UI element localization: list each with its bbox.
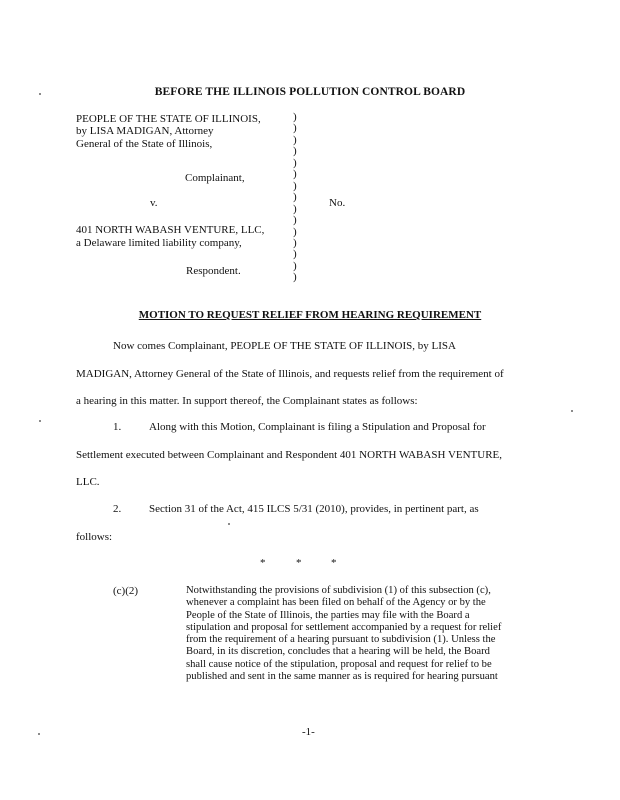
motion-title [0, 309, 620, 321]
versus-label: v. [150, 197, 158, 209]
paren: ) [293, 122, 297, 135]
asterisk: * [260, 557, 266, 569]
paren: ) [293, 271, 297, 284]
respondent-line-2: a Delaware limited liability company, [76, 237, 242, 249]
complainant-line-1: PEOPLE OF THE STATE OF ILLINOIS, [76, 113, 261, 125]
statute-quote [186, 585, 521, 683]
quote-line: published and sent in the same manner as is required for hearing pursuant [186, 671, 498, 683]
paren: ) [293, 145, 297, 158]
scan-speck [228, 523, 230, 525]
para2-line-1: Section 31 of the Act, 415 ILCS 5/31 (2010), provides, in pertinent part, as [149, 503, 479, 515]
para1-line-1: Along with this Motion, Complainant is filing a Stipulation and Proposal for [149, 421, 486, 433]
case-number-label: No. [329, 197, 346, 209]
paren: ) [293, 156, 297, 169]
paren: ) [293, 168, 297, 181]
para1-number: 1. [113, 421, 122, 433]
paren: ) [293, 191, 297, 204]
intro-line-1: Now comes Complainant, PEOPLE OF THE STATE OF ILLINOIS, by LISA [113, 340, 456, 352]
respondent-role: Respondent. [186, 265, 241, 277]
motion-title-text: MOTION TO REQUEST RELIEF FROM HEARING REQUIREMENT [138, 309, 482, 321]
intro-line-3: a hearing in this matter. In support thereof, the Complainant states as follows: [76, 395, 418, 407]
para2-line-2: follows: [76, 531, 113, 543]
scan-speck [38, 733, 40, 735]
complainant-line-3: General of the State of Illinois, [76, 138, 213, 150]
scan-speck [39, 93, 41, 95]
paren: ) [293, 236, 297, 249]
paren: ) [293, 214, 297, 227]
paren: ) [293, 111, 297, 123]
quote-label: (c)(2) [113, 585, 139, 597]
caption-parentheses [293, 112, 297, 284]
para2-number: 2. [113, 503, 122, 515]
page-number: -1- [302, 726, 315, 738]
asterisk: * [331, 557, 337, 569]
quote-line: People of the State of Illinois, the parties may file with the Board a [186, 609, 470, 621]
para1-line-3: LLC. [76, 476, 100, 488]
paren: ) [293, 225, 297, 238]
paren: ) [293, 259, 297, 272]
paren: ) [293, 179, 297, 192]
respondent-line-1: 401 NORTH WABASH VENTURE, LLC, [76, 224, 265, 236]
scan-speck [39, 420, 41, 422]
complainant-role: Complainant, [185, 172, 245, 184]
quote-line: from the requirement of a hearing pursuant to subdivision (1). Unless the [186, 634, 496, 646]
page-heading: BEFORE THE ILLINOIS POLLUTION CONTROL BOARD [154, 86, 466, 98]
intro-line-2: MADIGAN, Attorney General of the State of Illinois, and requests relief from the requirement of [76, 368, 504, 380]
paren: ) [293, 133, 297, 146]
paren: ) [293, 248, 297, 261]
quote-line: Board, in its discretion, concludes that a hearing will be held, the Board [186, 646, 490, 658]
para1-line-2: Settlement executed between Complainant and Respondent 401 NORTH WABASH VENTURE, [76, 449, 503, 461]
paren: ) [293, 202, 297, 215]
quote-line: Notwithstanding the provisions of subdivision (1) of this subsection (c), [186, 585, 491, 596]
scan-speck [571, 410, 573, 412]
quote-line: stipulation and proposal for settlement accompanied by a request for relief [186, 621, 502, 633]
asterisk: * [296, 557, 302, 569]
quote-line: whenever a complaint has been filed on behalf of the Agency or by the [186, 597, 486, 609]
complainant-line-2: by LISA MADIGAN, Attorney [76, 125, 214, 137]
quote-line: shall cause notice of the stipulation, proposal and request for relief to be [186, 658, 492, 670]
